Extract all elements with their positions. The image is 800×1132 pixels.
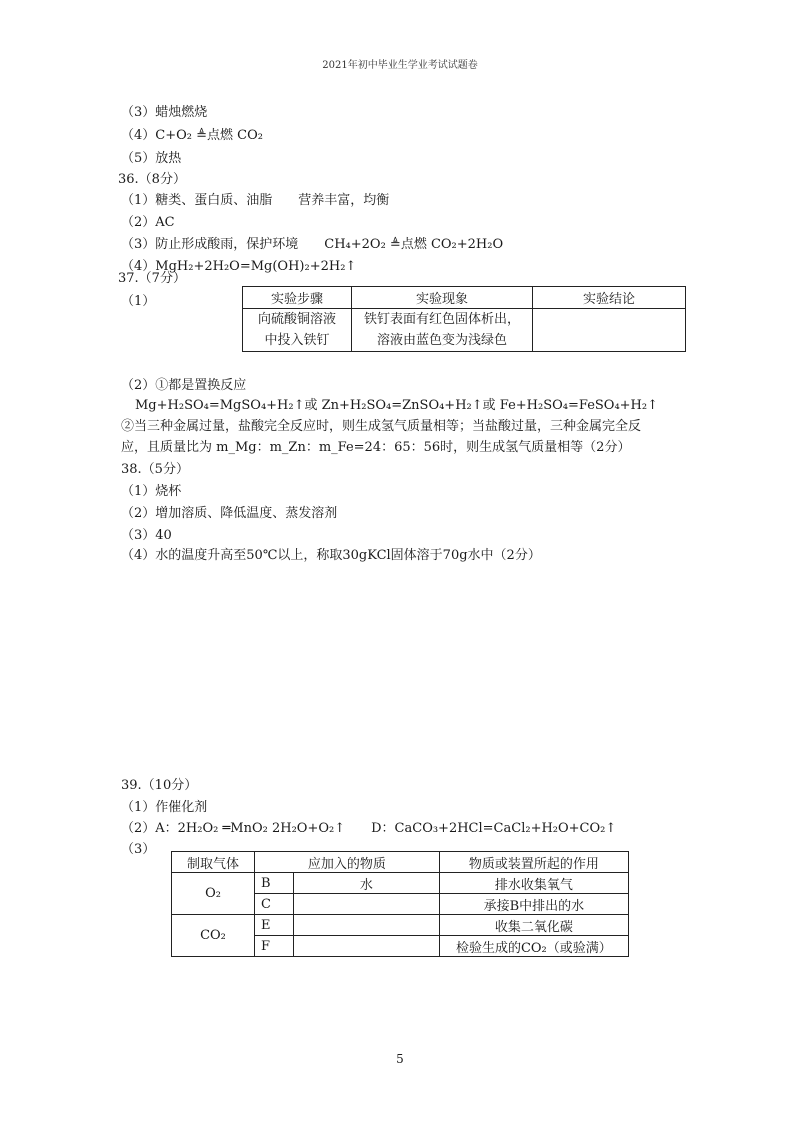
q39-role-b: 排水收集氧气 <box>439 873 628 894</box>
q39-gas-table <box>171 851 629 957</box>
q39-device-c: C <box>255 894 294 915</box>
q39-device-b: B <box>255 873 294 894</box>
q37-line-3: ②当三种金属过量，盐酸完全反应时，则生成氢气质量相等；当盐酸过量，三种金属完全反 <box>121 419 642 434</box>
q37-line-4: 应，且质量比为 m_Mg：m_Zn：m_Fe=24：65：56时，则生成氢气质量相等（2分） <box>121 440 631 455</box>
q39-substance-b: 水 <box>294 873 440 894</box>
q39-role-c: 承接B中排出的水 <box>439 894 628 915</box>
q37-header-conclusion: 实验结论 <box>533 287 686 309</box>
q39-role-f: 检验生成的CO₂（或验满） <box>439 936 628 957</box>
q37-step-line-1: 向硫酸铜溶液 <box>257 312 336 327</box>
q38-line-4: （4）水的温度升高至50℃以上，称取30gKCl固体溶于70g水中（2分） <box>121 548 541 563</box>
table-row <box>172 873 629 894</box>
q37-cell-observation <box>352 309 533 352</box>
q39-substance-e <box>294 915 440 936</box>
q37-line-2: （2）①都是置换反应 <box>121 378 247 393</box>
q37-obs-line-2: 溶液由蓝色变为浅绿色 <box>376 333 507 348</box>
page-number: 5 <box>396 1052 404 1066</box>
q35-line-4: （4）C+O₂ ≜点燃 CO₂ <box>121 128 263 143</box>
q39-line-2: （2）A：2H₂O₂ ═MnO₂ 2H₂O+O₂↑ D：CaCO₃+2HCl=CaCl₂+H₂O+CO₂↑ <box>121 821 617 836</box>
q37-line-2-equation: Mg+H₂SO₄=MgSO₄+H₂↑或 Zn+H₂SO₄=ZnSO₄+H₂↑或 Fe+H₂SO₄=FeSO₄+H₂↑ <box>135 398 658 413</box>
q37-header-observation: 实验现象 <box>352 287 533 309</box>
q37-step-line-2: 中投入铁钉 <box>264 333 330 348</box>
q36-line-3: （3）防止形成酸雨，保护环境 CH₄+2O₂ ≜点燃 CO₂+2H₂O <box>121 237 504 252</box>
table-row <box>172 915 629 936</box>
q39-header-role: 物质或装置所起的作用 <box>439 852 628 873</box>
q39-substance-f <box>294 936 440 957</box>
q36-line-1: （1）糖类、蛋白质、油脂 营养丰富，均衡 <box>121 193 390 208</box>
q37-obs-line-1: 铁钉表面有红色固体析出， <box>363 312 520 327</box>
q36-title: 36.（8分） <box>118 172 186 187</box>
q36-line-2: （2）AC <box>121 215 175 230</box>
q37-cell-conclusion <box>533 309 686 352</box>
q39-line-3: （3） <box>121 842 156 857</box>
page-header: 2021年初中毕业生学业考试试题卷 <box>322 60 478 71</box>
q37-title: 37.（7分） <box>118 271 186 286</box>
q39-gas-o2: O₂ <box>172 873 255 915</box>
q38-line-2: （2）增加溶质、降低温度、蒸发溶剂 <box>121 506 338 521</box>
q39-gas-co2: CO₂ <box>172 915 255 957</box>
q35-line-3: （3）蜡烛燃烧 <box>121 105 208 120</box>
q39-device-e: E <box>255 915 294 936</box>
q35-line-5: （5）放热 <box>121 151 182 166</box>
q38-line-3: （3）40 <box>121 528 172 543</box>
q39-device-f: F <box>255 936 294 957</box>
q39-title: 39.（10分） <box>121 778 198 793</box>
q39-role-e: 收集二氧化碳 <box>439 915 628 936</box>
q38-title: 38.（5分） <box>121 462 189 477</box>
q37-experiment-table <box>242 286 686 352</box>
q39-line-1: （1）作催化剂 <box>121 800 208 815</box>
q37-cell-step <box>243 309 352 352</box>
q38-line-1: （1）烧杯 <box>121 484 182 499</box>
q39-header-gas: 制取气体 <box>172 852 255 873</box>
q37-part1-label: （1） <box>121 294 156 309</box>
q37-header-step: 实验步骤 <box>243 287 352 309</box>
q39-header-substance: 应加入的物质 <box>255 852 440 873</box>
q36-line-4: （4）MgH₂+2H₂O=Mg(OH)₂+2H₂↑ <box>121 259 357 274</box>
q39-substance-c <box>294 894 440 915</box>
